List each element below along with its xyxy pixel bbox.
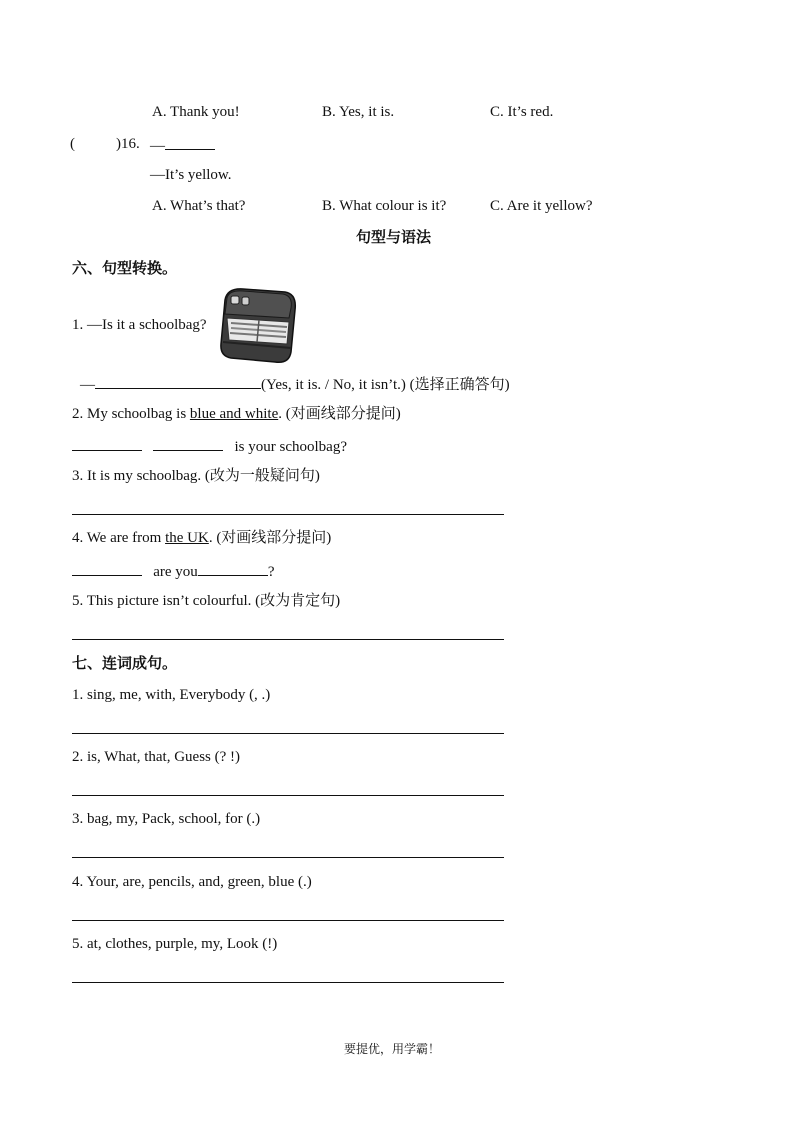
s6-item-4-post: . (对画线部分提问) <box>208 530 332 546</box>
q16-answer-paren: ( <box>70 136 75 152</box>
s6-item-3-answer-line[interactable] <box>72 514 504 515</box>
s6-item-4-mid: are you <box>153 564 198 580</box>
s7-item-3: 3. bag, my, Pack, school, for (.) <box>72 811 261 827</box>
s7-item-3-answer-line[interactable] <box>72 857 504 858</box>
s6-item-4-fill <box>72 561 274 581</box>
pencil-case-image <box>217 284 297 366</box>
q15-option-a: A. Thank you! <box>152 104 240 120</box>
s6-item-4-blank-2[interactable] <box>198 561 268 576</box>
s7-item-1-answer-line[interactable] <box>72 733 504 734</box>
section-7-heading: 七、连词成句。 <box>72 654 178 672</box>
s6-item-1: 1. —Is it a schoolbag? <box>72 317 207 333</box>
q15-option-b: B. Yes, it is. <box>322 104 395 120</box>
s7-item-5: 5. at, clothes, purple, my, Look (!) <box>72 936 278 952</box>
s6-item-2 <box>72 405 401 423</box>
s6-item-2-post: . (对画线部分提问) <box>278 406 401 422</box>
s6-item-1-answer <box>80 374 510 394</box>
q16-blank[interactable] <box>165 135 215 150</box>
s6-item-4 <box>72 529 331 547</box>
q16-dash: — <box>150 138 165 154</box>
s6-item-2-blank-2[interactable] <box>153 436 223 451</box>
s6-item-2-fill <box>72 436 347 456</box>
s6-item-4-blank-1[interactable] <box>72 561 142 576</box>
q16-response: —It’s yellow. <box>150 167 232 183</box>
s6-item-2-tail: is your schoolbag? <box>234 439 347 455</box>
section-title: 句型与语法 <box>356 228 432 246</box>
s7-item-2: 2. is, What, that, Guess (? !) <box>72 749 241 765</box>
q16-option-c: C. Are it yellow? <box>490 198 593 214</box>
s6-item-4-end: ? <box>267 564 275 580</box>
s6-item-1-blank[interactable] <box>95 374 261 389</box>
section-6-heading: 六、句型转换。 <box>72 259 178 277</box>
s6-item-2-pre: 2. My schoolbag is <box>72 406 190 422</box>
s7-item-2-answer-line[interactable] <box>72 795 504 796</box>
s6-item-5-answer-line[interactable] <box>72 639 504 640</box>
q16-option-a: A. What’s that? <box>152 198 246 214</box>
s6-item-4-underlined: the UK <box>165 530 209 546</box>
answer-dash: — <box>80 377 95 393</box>
q16-question <box>150 135 215 155</box>
q16-option-b: B. What colour is it? <box>322 198 447 214</box>
s7-item-4-answer-line[interactable] <box>72 920 504 921</box>
s7-item-1: 1. sing, me, with, Everybody (, .) <box>72 687 271 703</box>
page-footer: 要提优，用学霸！ <box>344 1042 441 1056</box>
s6-item-3: 3. It is my schoolbag. (改为一般疑问句) <box>72 468 320 484</box>
s6-item-2-underlined: blue and white <box>189 406 279 422</box>
q16-number: )16. <box>116 136 140 152</box>
s7-item-4: 4. Your, are, pencils, and, green, blue (.) <box>72 874 312 890</box>
s6-item-2-blank-1[interactable] <box>72 436 142 451</box>
s6-item-5: 5. This picture isn’t colourful. (改为肯定句) <box>72 593 341 609</box>
s7-item-5-answer-line[interactable] <box>72 982 504 983</box>
s6-item-1-hint: (Yes, it is. / No, it isn’t.) (选择正确答句) <box>261 377 510 393</box>
s6-item-4-pre: 4. We are from <box>72 530 166 546</box>
q15-option-c: C. It’s red. <box>490 104 554 120</box>
